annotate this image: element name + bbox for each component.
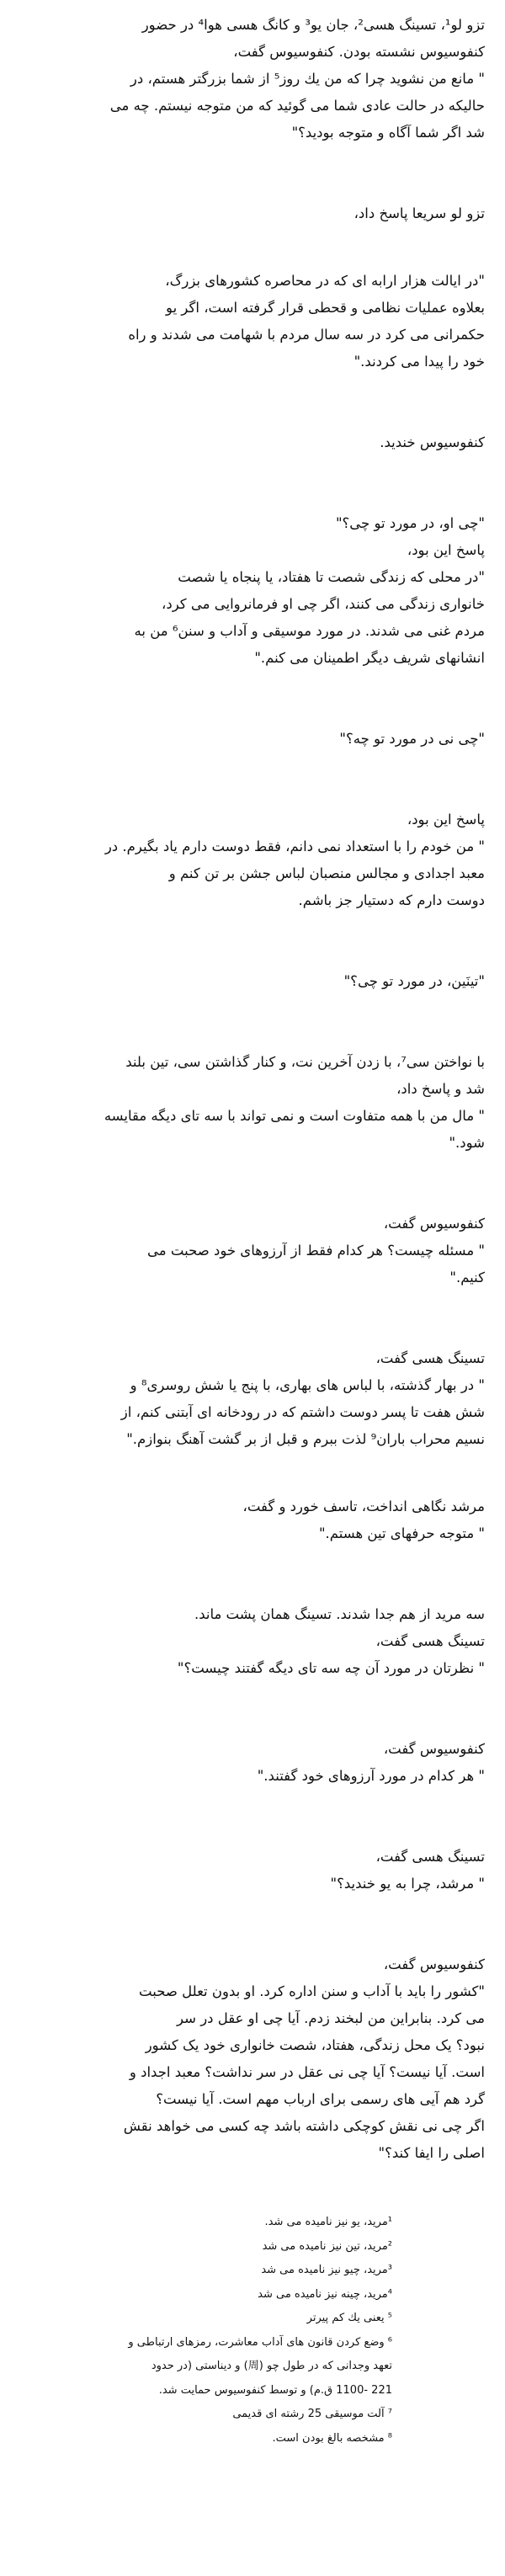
paragraph-confucius-asks xyxy=(17,1211,485,1291)
text-line: نبود؟ یک محل زندگی، هفتاد، شصت خانواری خود یک کشور xyxy=(145,2037,485,2053)
footnote: ³مرید، چیو نیز نامیده می شد xyxy=(261,2264,392,2276)
footnote: ⁸ مشخصه بالغ بودن است. xyxy=(272,2431,392,2445)
text-line: خانواری زندگی می کنند، اگر چی او فرمانروایی می کرد، xyxy=(162,596,485,612)
footnote: ⁶ وضع کردن قانون های آداب معاشرت، رمزهای ارتباطی و xyxy=(128,2335,392,2349)
footnote: ⁷ آلت موسیقی 25 رشته ای قدیمی xyxy=(232,2408,392,2420)
text-line: " نظرتان در مورد آن چه سه تای دیگه گفتند چیست؟" xyxy=(177,1660,485,1676)
text-line: " مرشد، چرا به یو خندید؟" xyxy=(330,1876,485,1892)
text-line: تسینگ هسی گفت، xyxy=(375,1849,485,1865)
text-line: کنفوسیوس گفت، xyxy=(383,1741,485,1757)
text-line: مردم غنی می شدند. در مورد موسیقی و آداب و سنن⁶ من به xyxy=(134,623,485,639)
text-line: اصلی را ایفا کند؟" xyxy=(378,2145,485,2161)
text-line: حالیکه در حالت عادی شما می گوئید که من متوجه نیستم. چه می xyxy=(109,98,485,114)
paragraph-master-sighs xyxy=(17,1493,485,1547)
footnote: 221 -1100 ق.م) و توسط کنفوسیوس حمایت شد. xyxy=(158,2383,392,2397)
text-line: تزو لو¹، تسینگ هسی²، جان یو³ و کانگ هسی هوا⁴ در حضور xyxy=(141,17,485,33)
footnote: ⁴مرید، چینه نیز نامیده می شد xyxy=(258,2287,392,2301)
text-line: شد و پاسخ داد، xyxy=(396,1081,485,1097)
text-line: "در محلی که زندگی شصت تا هفتاد، یا پنجاه یا شصت xyxy=(178,569,485,585)
paragraph-chi-ni-question xyxy=(17,726,485,753)
text-line: پاسخ این بود، xyxy=(407,542,485,558)
text-line: انشانهای شریف دیگر اطمینان می کنم." xyxy=(254,650,485,666)
paragraph-confucius-explains xyxy=(17,1951,485,2167)
paragraph-tsing-hsi-spring xyxy=(17,1345,485,1453)
text-line: می کرد. بنابراین من لبخند زدم. آیا چی او عقل در سر xyxy=(177,2010,485,2026)
text-line: کنفوسیوس گفت، xyxy=(383,1216,485,1232)
text-line: " متوجه حرفهای تین هستم." xyxy=(318,1525,485,1541)
text-line: "چی او، در مورد تو چی؟" xyxy=(335,515,485,531)
text-line: با نواختن سی⁷، با زدن آخرین نت، و کنار گذاشتن سی، تین بلند xyxy=(125,1054,485,1070)
footnotes xyxy=(17,2211,485,2451)
text-line: پاسخ این بود، xyxy=(407,812,485,828)
text-line: "تینَین، در مورد تو چی؟" xyxy=(343,973,485,989)
footnote: ²مرید، تین نیز نامیده می شد xyxy=(262,2239,392,2253)
text-line: شد اگر شما آگاه و متوجه بودید؟" xyxy=(291,125,485,141)
text-line: کنفوسیوس نشسته بودن. کنفوسیوس گفت، xyxy=(233,44,485,60)
text-line: " من خودم را با استعداد نمی دانم، فقط دوست دارم یاد بگیرم. در xyxy=(104,838,485,854)
text-line: نسیم محراب باران⁹ لذت ببرم و قبل از بر گشت آهنگ بنوازم." xyxy=(126,1431,485,1447)
text-line: " مانع من نشوید چرا که من یك روز⁵ از شما بزرگتر هستم، در xyxy=(130,71,485,87)
text-line: تسینگ هسی گفت، xyxy=(375,1633,485,1649)
text-line: کنیم." xyxy=(449,1269,485,1285)
text-line: " مسئله چیست؟ هر کدام فقط از آرزوهای خود صحبت می xyxy=(147,1243,485,1259)
text-line: کنفوسیوس گفت، xyxy=(383,1956,485,1972)
text-line: تسینگ هسی گفت، xyxy=(375,1350,485,1366)
text-line: گرد هم آیی های رسمی برای ارباب مهم است. آیا نیست؟ xyxy=(156,2091,485,2107)
text-line: کنفوسیوس خندید. xyxy=(380,434,485,450)
footnote: تعهد وجدانی که در طول چو (周) و دیناستی (در حدود xyxy=(151,2360,392,2372)
text-line: سه مرید از هم جدا شدند. تسینگ همان پشت ماند. xyxy=(194,1606,485,1622)
paragraph-confucius-answers xyxy=(17,1736,485,1790)
text-line: بعلاوه عملیات نظامی و قحطی قرار گرفته است، اگر یو xyxy=(166,300,485,316)
footnote: ⁵ یعنی یك کم پیرتر xyxy=(306,2312,392,2324)
text-line: " در بهار گذشته، با لباس های بهاری، با پنج یا شش روسری⁸ و xyxy=(130,1377,485,1393)
text-line: تزو لو سریعا پاسخ داد، xyxy=(354,205,485,221)
text-line: اگر چی نی نقش کوچکی داشته باشد چه کسی می خواهد نقش xyxy=(123,2118,485,2134)
text-line: خود را پیدا می کردند." xyxy=(354,354,485,370)
text-line: " هر کدام در مورد آرزوهای خود گفتند." xyxy=(257,1768,485,1784)
text-line: " مال من با همه متفاوت است و نمی تواند با سه تای دیگه مقایسه xyxy=(104,1108,485,1124)
text-line: معبد اجدادی و مجالس منصبان لباس جشن بر تن کنم و xyxy=(168,865,485,881)
paragraph-tzu-lu-reply xyxy=(17,268,485,375)
text-line: شود." xyxy=(449,1135,485,1151)
paragraph-opening xyxy=(17,12,485,146)
paragraph-tin-reply xyxy=(17,1049,485,1157)
text-line: "چی نی در مورد تو چه؟" xyxy=(339,731,485,747)
paragraph-tzu-lu-reply-intro xyxy=(17,200,485,227)
text-line: مرشد نگاهی انداخت، تاسف خورد و گفت، xyxy=(242,1498,485,1514)
paragraph-tin-question xyxy=(17,968,485,995)
paragraph-why-laugh xyxy=(17,1844,485,1897)
paragraph-chi-ni-reply xyxy=(17,806,485,914)
footnote: ¹مرید، یو نیز نامیده می شد. xyxy=(264,2216,392,2228)
paragraph-confucius-laughs xyxy=(17,429,485,456)
text-line: است. آیا نیست؟ آیا چی نی عقل در سر نداشت؟ معبد اجداد و xyxy=(129,2064,485,2080)
text-line: حکمرانی می کرد در سه سال مردم با شهامت می شدند و راه xyxy=(128,327,485,343)
text-line: "کشور را باید با آداب و سنن اداره کرد. او بدون تعلل صحبت xyxy=(139,1983,485,1999)
text-line: "در ایالت هزار ارابه ای که در محاصره کشورهای بزرگ، xyxy=(165,273,485,289)
text-line: دوست دارم که دستیار جز باشم. xyxy=(298,892,485,908)
paragraph-chi-ou xyxy=(17,510,485,672)
text-line: شش هفت تا پسر دوست داشتم که در رودخانه ای آبتنی کنم، از xyxy=(120,1404,485,1420)
paragraph-disciples-leave xyxy=(17,1601,485,1682)
